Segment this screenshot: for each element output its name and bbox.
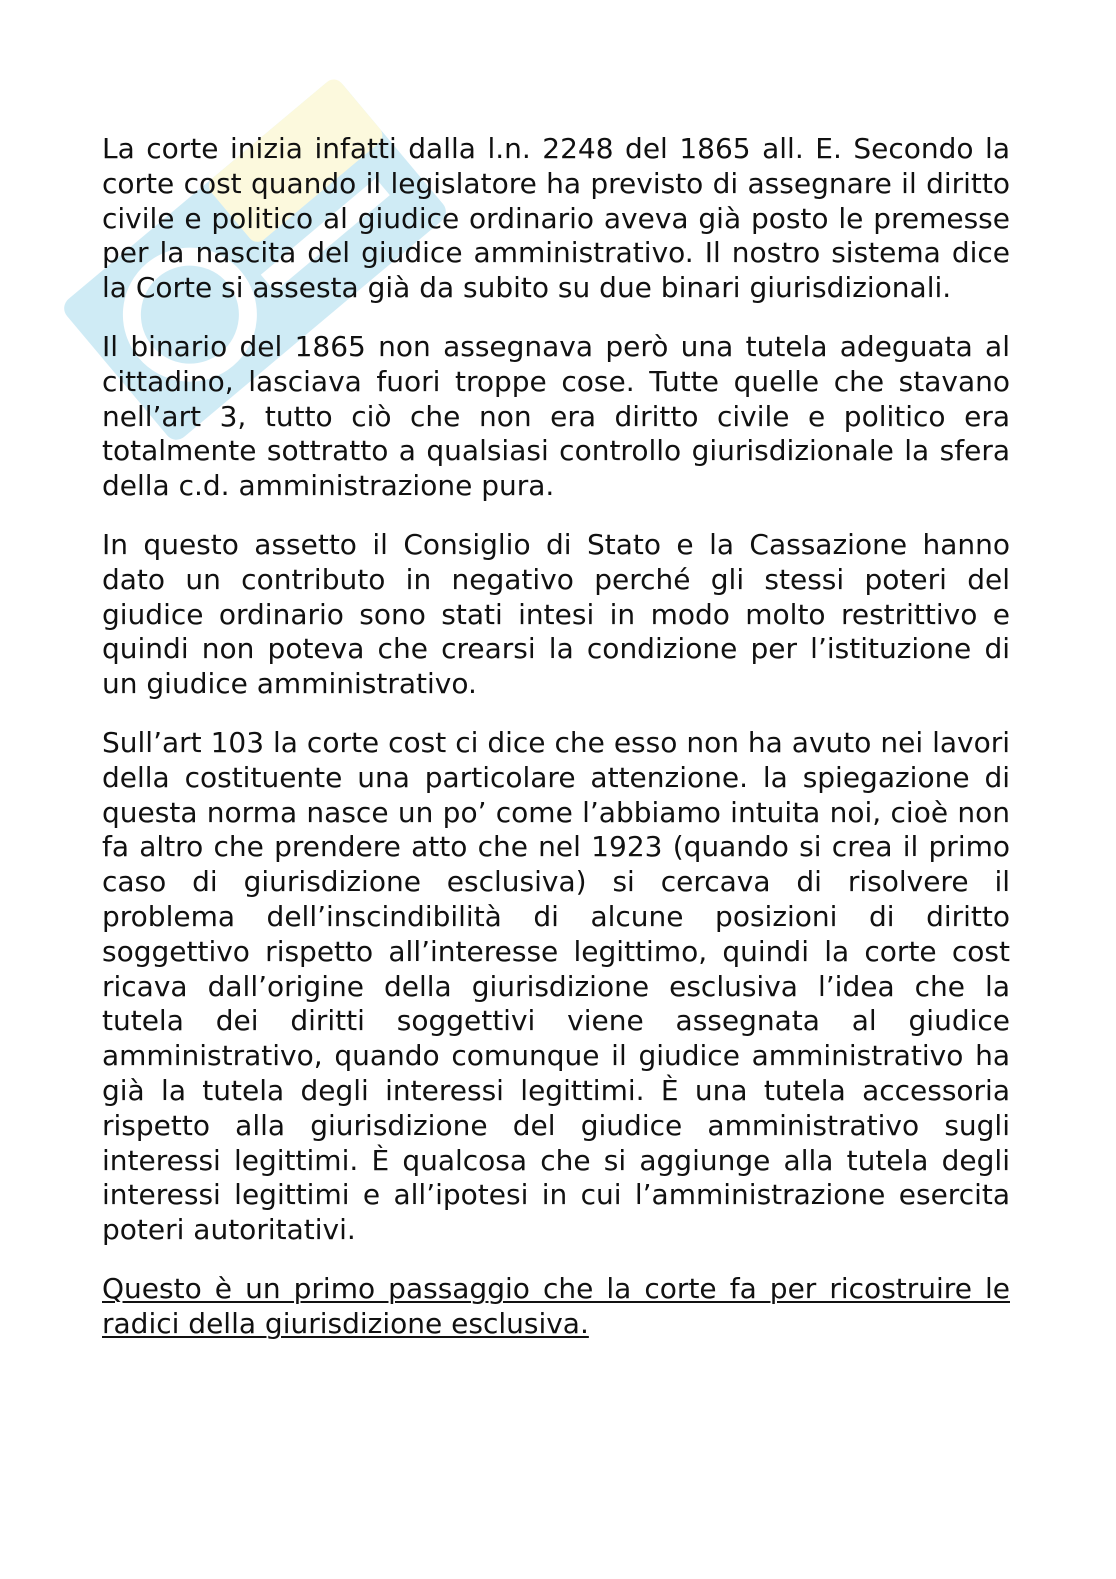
paragraph-4: Sull’art 103 la corte cost ci dice che esso non ha avuto nei lavori della costituente una particolare attenzione. la spiegazione di questa norma nasce un po’ come l’abbiamo intuita noi, cioè non fa altro che prendere atto che nel 1923 (quando si crea il primo caso di giurisdizione esclusiva) si cercava di risolvere il problema dell’inscindibilità di alcune posizioni di diritto soggettivo rispetto all’interesse legittimo, quindi la corte cost ricava dall’origine della giurisdizione esclusiva l’idea che la tutela dei diritti soggettivi viene assegnata al giudice amministrativo, quando comunque il giudice amministrativo ha già la tutela degli interessi legittimi. È una tutela accessoria rispetto alla giurisdizione del giudice amministrativo sugli interessi legittimi. È qualcosa che si aggiunge alla tutela degli interessi legittimi e all’ipotesi in cui l’amministrazione esercita poteri autoritativi.	[102, 725, 1010, 1247]
paragraph-3: In questo assetto il Consiglio di Stato e la Cassazione hanno dato un contributo in negativo perché gli stessi poteri del giudice ordinario sono stati intesi in modo molto restrittivo e quindi non poteva che crearsi la condizione per l’istituzione di un giudice amministrativo.	[102, 527, 1010, 701]
paragraph-1: La corte inizia infatti dalla l.n. 2248 del 1865 all. E. Secondo la corte cost quando il legislatore ha previsto di assegnare il diritto civile e politico al giudice ordinario aveva già posto le premesse per la nascita del giudice amministrativo. Il nostro sistema dice la Corte si assesta già da subito su due binari giurisdizionali.	[102, 132, 1010, 305]
closing-underlined-paragraph: Questo è un primo passaggio che la corte fa per ricostruire le radici della giurisdizione esclusiva.	[102, 1271, 1010, 1340]
document-body	[102, 132, 1010, 1366]
paragraph-2: Il binario del 1865 non assegnava però una tutela adeguata al cittadino, lasciava fuori troppe cose. Tutte quelle che stavano nell’art 3, tutto ciò che non era diritto civile e politico era totalmente sottratto a qualsiasi controllo giurisdizionale la sfera della c.d. amministrazione pura.	[102, 329, 1010, 503]
